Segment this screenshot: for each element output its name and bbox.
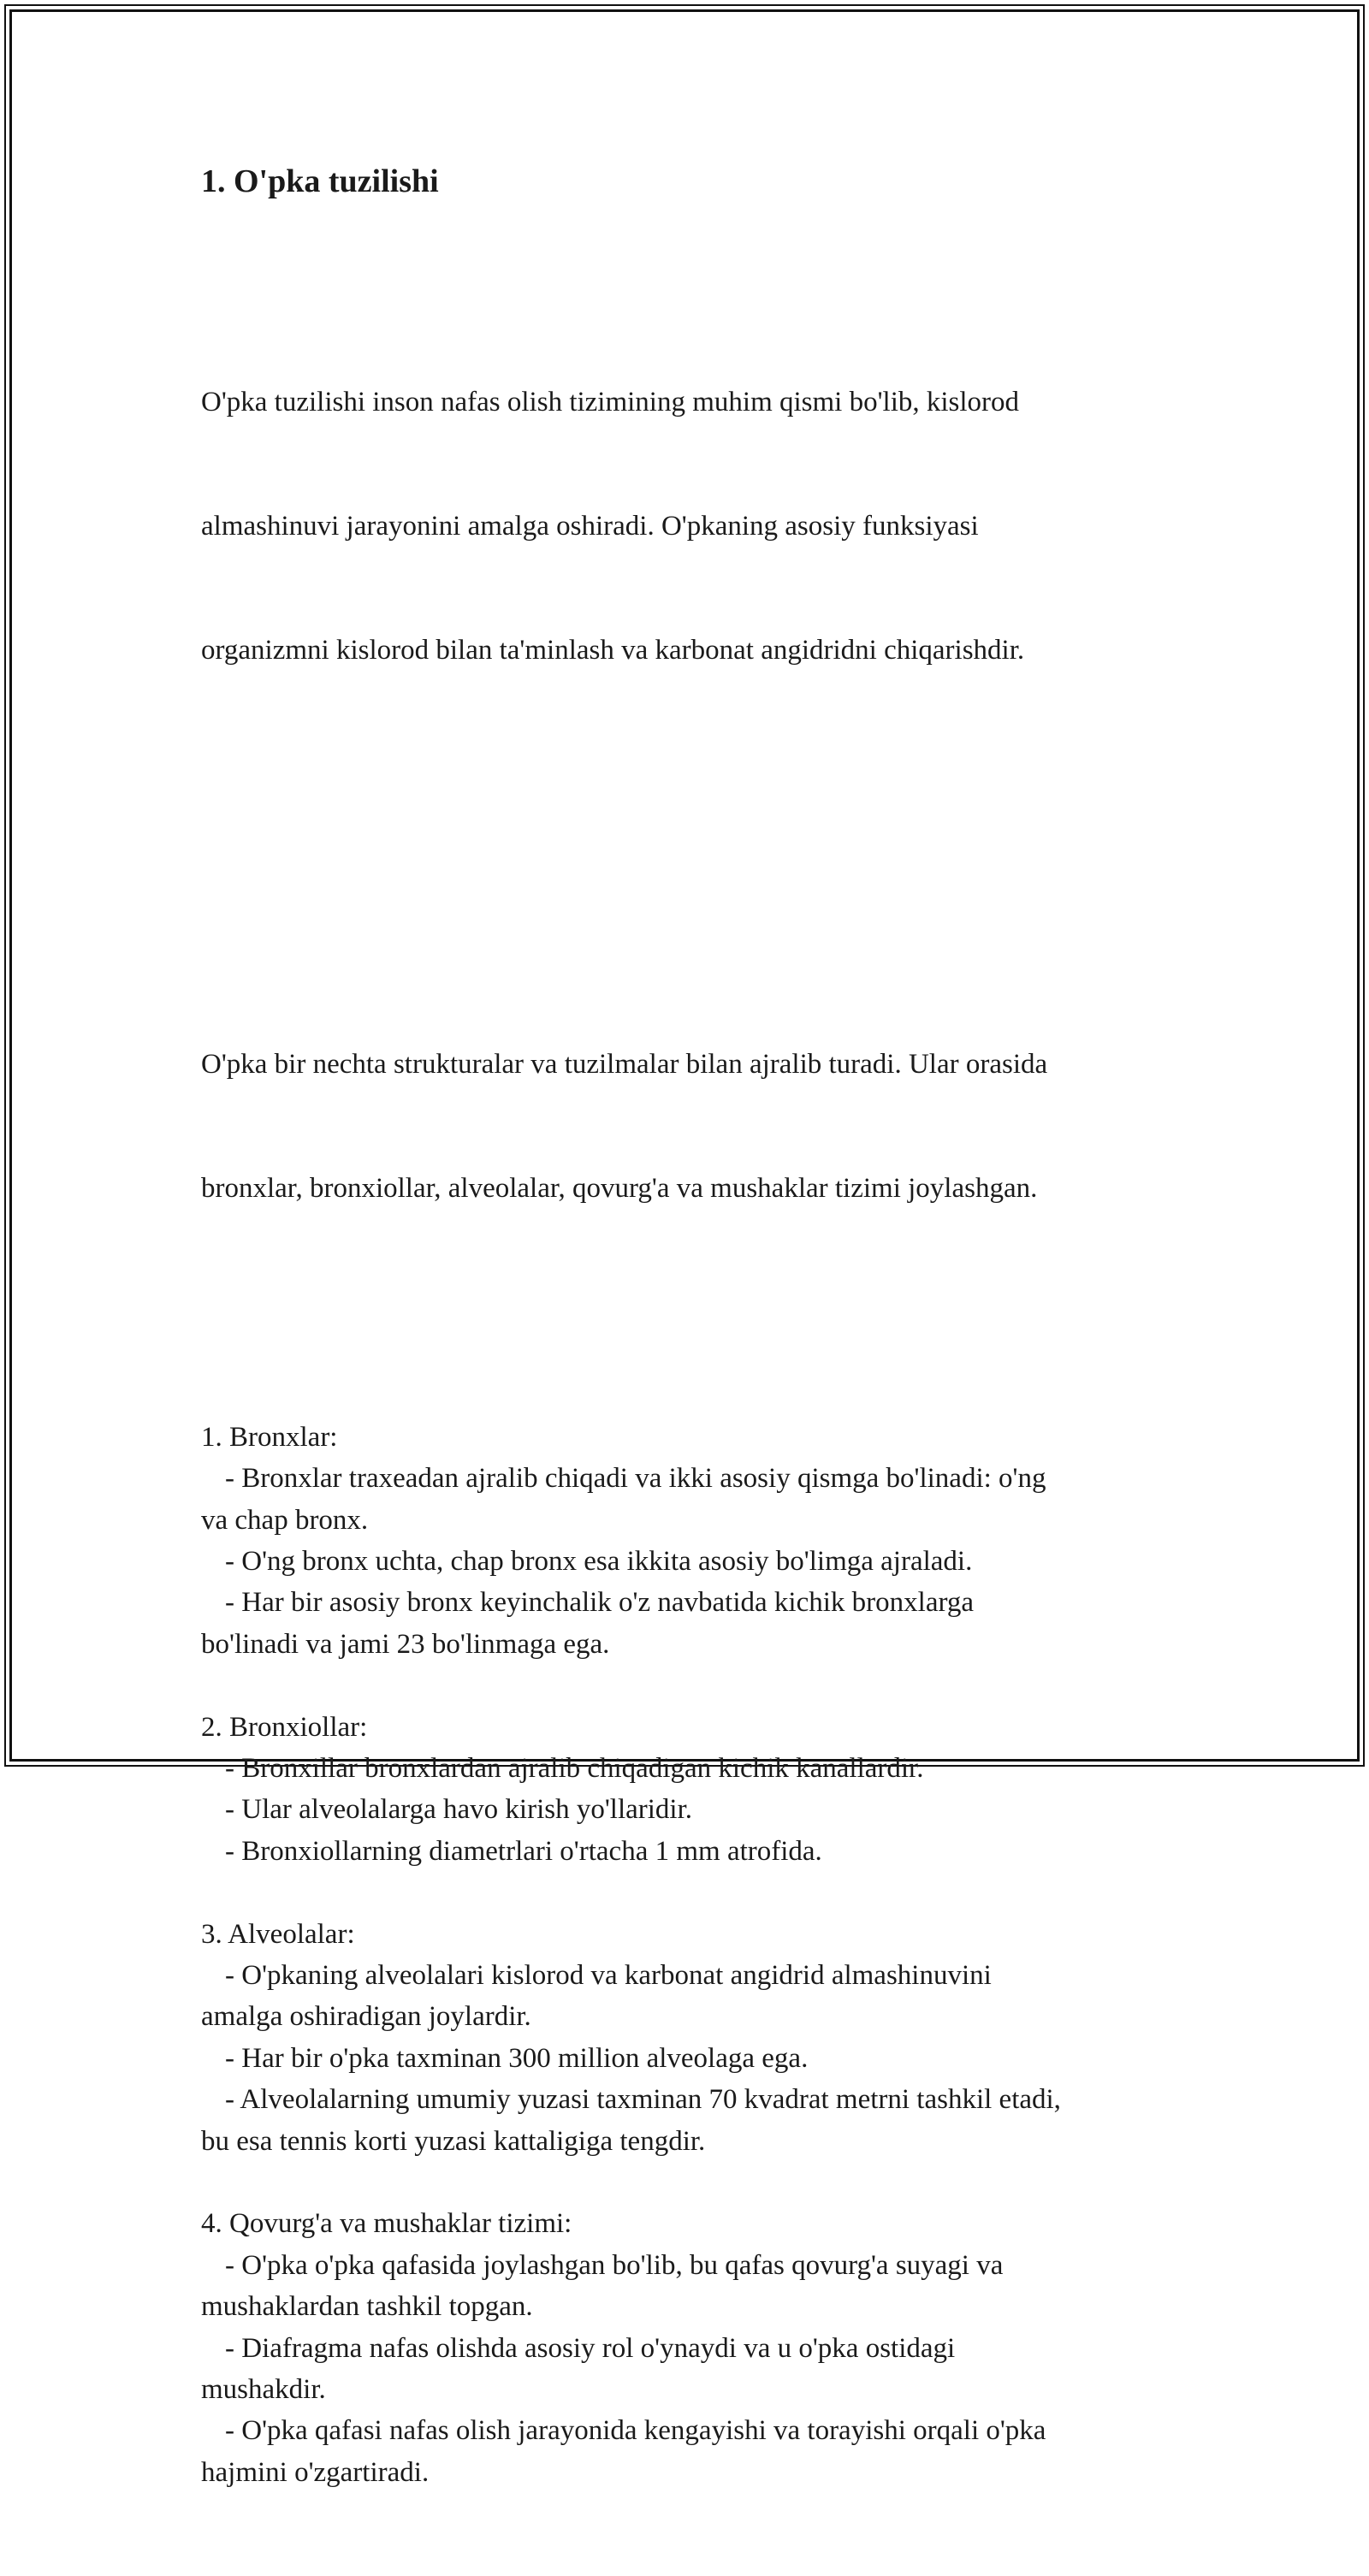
section-title: 2. Bronxiollar: [201, 1711, 368, 1743]
continuation-line: mushaklardan tashkil topgan. [201, 2291, 533, 2323]
paragraph-line: O'pka tuzilishi inson nafas olish tizimining muhim qismi bo'lib, kislorod [201, 386, 1020, 417]
bullet-line: - O'pka qafasi nafas olish jarayonida kengayishi va torayishi orqali o'pka [225, 2415, 1046, 2447]
section-gap [201, 1375, 1168, 1416]
bullet-line: - O'ng bronx uchta, chap bronx esa ikkita asosiy bo'limga ajraladi. [225, 1545, 973, 1577]
section-title: 3. Alveolalar: [201, 1918, 355, 1950]
continuation-line: bu esa tennis korti yuzasi kattaligiga tengdir. [201, 2125, 706, 2157]
section-gap [201, 1872, 1168, 1913]
continuation-line: mushakdir. [201, 2374, 326, 2406]
bullet-line: - Ular alveolalarga havo kirish yo'llaridir. [225, 1794, 692, 1826]
page-title: 1. O'pka tuzilishi [201, 163, 439, 199]
bullet-line: - Alveolalarning umumiy yuzasi taxminan 70 kvadrat metrni tashkil etadi, [225, 2084, 1061, 2116]
paragraph-line: bronxlar, bronxiollar, alveolalar, qovurg'a va mushaklar tizimi joylashgan. [201, 1173, 1038, 1205]
document-body [201, 159, 1168, 2576]
bullet-line: - O'pka o'pka qafasida joylashgan bo'lib, bu qafas qovurg'a suyagi va [225, 2249, 1004, 2281]
paragraph-line: O'pka bir nechta strukturalar va tuzilmalar bilan ajralib turadi. Ular orasida [201, 1049, 1048, 1081]
document-text [201, 216, 1168, 2576]
continuation-line: hajmini o'zgartiradi. [201, 2456, 430, 2488]
bullet-line: - Diafragma nafas olishda asosiy rol o'ynaydi va u o'pka ostidagi [225, 2332, 956, 2364]
section-title: 1. Bronxlar: [201, 1421, 338, 1453]
bullet-line: - Bronxiollarning diametrlari o'rtacha 1 mm atrofida. [225, 1835, 822, 1867]
bullet-line: - Bronxlar traxeadan ajralib chiqadi va ikki asosiy qismga bo'linadi: o'ng [225, 1463, 1046, 1495]
bullet-line: - Har bir asosiy bronx keyinchalik o'z navbatida kichik bronxlarga [225, 1587, 974, 1619]
section-gap [201, 2162, 1168, 2203]
continuation-line: bo'linadi va jami 23 bo'linmaga ega. [201, 1628, 610, 1660]
section-title: 4. Qovurg'a va mushaklar tizimi: [201, 2208, 572, 2240]
section-gap [201, 1665, 1168, 1706]
bullet-line: - Bronxillar bronxlardan ajralib chiqadigan kichik kanallardir. [225, 1752, 924, 1784]
bullet-line: - Har bir o'pka taxminan 300 million alveolaga ega. [225, 2042, 809, 2074]
paragraph-line: almashinuvi jarayonini amalga oshiradi. O'pkaning asosiy funksiyasi [201, 510, 979, 542]
list-section [201, 1707, 1168, 1873]
list-section [201, 1914, 1168, 2162]
list-section [201, 2203, 1168, 2493]
intro-paragraph [201, 299, 1168, 754]
continuation-line: va chap bronx. [201, 1504, 369, 1536]
bullet-line: - O'pkaning alveolalari kislorod va karbonat angidrid almashinuvini [225, 1960, 992, 1991]
sections-list [201, 1375, 1168, 2493]
paragraph-line: organizmni kislorod bilan ta'minlash va karbonat angidridni chiqarishdir. [201, 635, 1025, 666]
overview-paragraph [201, 961, 1168, 1292]
paragraph-gap [201, 837, 1168, 878]
list-section [201, 1417, 1168, 1665]
continuation-line: amalga oshiradigan joylardir. [201, 2001, 531, 2033]
